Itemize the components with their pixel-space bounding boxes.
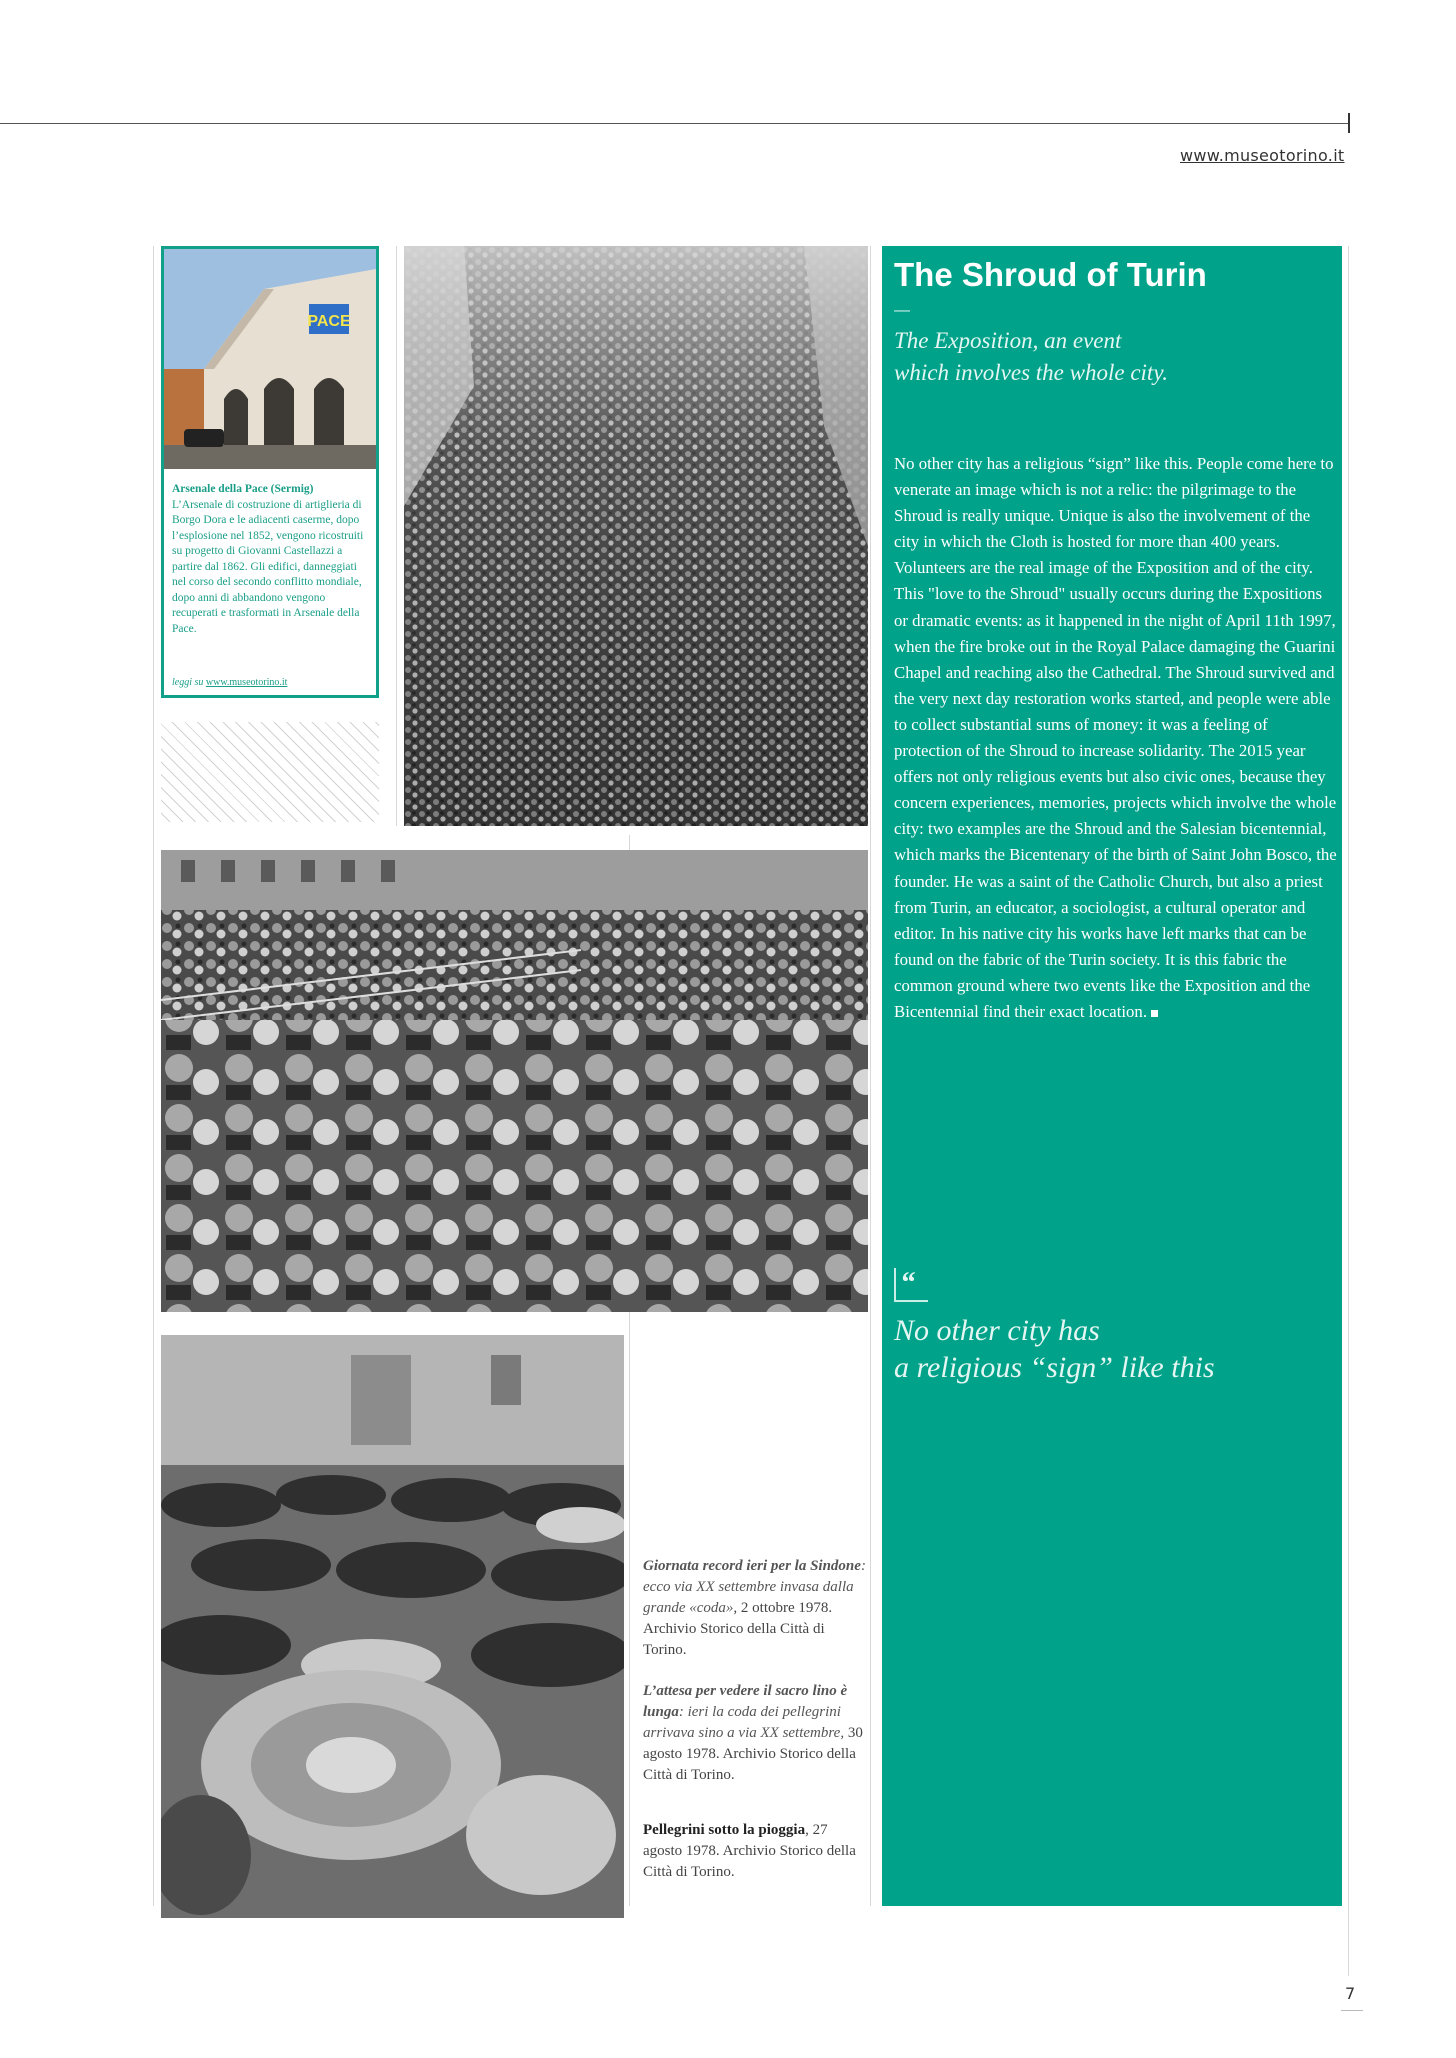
page-number-rule xyxy=(1341,2010,1363,2011)
header-rule xyxy=(0,123,1348,124)
guide-line xyxy=(1348,246,1349,1976)
readmore-prefix: leggi su xyxy=(172,677,204,688)
sidebar-info-box xyxy=(161,246,379,698)
article-body xyxy=(894,451,1339,1025)
umbrellas-photo xyxy=(161,1335,624,1918)
quote-mark-icon: “ xyxy=(894,1268,928,1302)
sidebar-title: Arsenale della Pace (Sermig) xyxy=(172,483,314,495)
website-link[interactable]: www.museotorino.it xyxy=(1180,146,1345,165)
sidebar-caption xyxy=(172,482,372,637)
crowd-street-photo xyxy=(404,246,868,826)
title-dash: — xyxy=(894,302,910,319)
pace-sign: PACE xyxy=(307,313,351,330)
subtitle-line-1: The Exposition, an event xyxy=(894,328,1122,353)
decorative-dot-pattern xyxy=(161,722,379,822)
caption-item: Pellegrini sotto la pioggia, 27 agosto 1978. Archivio Storico della Città di Torino. xyxy=(643,1822,856,1880)
caption-item: Giornata record ieri per la Sindone: ecco via XX settembre invasa dalla grande «coda», 2 ottobre 1978. Archivio Storico della Città di Torino. xyxy=(643,1558,866,1658)
article-title: The Shroud of Turin xyxy=(894,256,1207,293)
readmore-link[interactable]: www.museotorino.it xyxy=(205,677,288,688)
article-subtitle xyxy=(894,325,1314,389)
caption-item: L’attesa per vedere il sacro lino è lunga: ieri la coda dei pellegrini arrivava sino a via XX settembre, 30 agosto 1978. Archivio Storico della Città di Torino. xyxy=(643,1683,863,1783)
photo-captions xyxy=(643,1556,868,1903)
subtitle-line-2: which involves the whole city. xyxy=(894,360,1169,385)
article-body-text: No other city has a religious “sign” like this. People come here to venerate an image which is not a relic: the pilgrimage to the Shroud is really unique. Unique is also the involvement of the city in which the Cloth is hosted for more than 400 years. Volunteers are the real image of the Exposition and of the city. This "love to the Shroud" usually occurs during the Expositions or dramatic events: as it happened in the night of April 11th 1997, when the fire broke out in the Royal Palace damaging the Guarini Chapel and reaching also the Cathedral. The Shroud survived and the very next day restoration works started, and people were able to collect substantial sums of money: it was a feeling of protection of the Shroud to increase solidarity. The 2015 year offers not only religious events but also civic ones, because they concern experiences, memories, projects which involve the whole city: two examples are the Shroud and the Salesian bicentennial, which marks the Bicentenary of the birth of Saint John Bosco, the founder. He was a saint of the Catholic Church, but also a priest from Turin, an educator, a sociologist, a cultural operator and editor. In his native city his works have left marks that can be found on the fabric of the Turin society. It is this fabric the common ground where two events like the Exposition and the Bicentennial find their exact location. xyxy=(894,454,1337,1021)
end-square-icon xyxy=(1151,1010,1158,1017)
pull-quote xyxy=(894,1312,1334,1386)
pull-quote-line-1: No other city has xyxy=(894,1314,1100,1347)
guide-line xyxy=(396,246,397,826)
arsenale-photo xyxy=(164,249,376,469)
pilgrims-queue-photo xyxy=(161,850,868,1312)
guide-line xyxy=(870,246,871,1906)
header-rule-mark xyxy=(1348,113,1350,133)
sidebar-readmore xyxy=(172,677,287,688)
pull-quote-line-2: a religious “sign” like this xyxy=(894,1351,1215,1384)
sidebar-body: L’Arsenale di costruzione di artiglieria di Borgo Dora e le adiacenti caserme, dopo l’esplosione nel 1852, vengono ricostruiti su progetto di Giovanni Castellazzi a partire dal 1862. Gli edifici, danneggiati nel corso del secondo conflitto mondiale, dopo anni di abbandono vengono recuperati e trasformati in Arsenale della Pace. xyxy=(172,498,364,635)
page-number: 7 xyxy=(1345,1984,1356,2003)
guide-line xyxy=(153,246,154,1906)
